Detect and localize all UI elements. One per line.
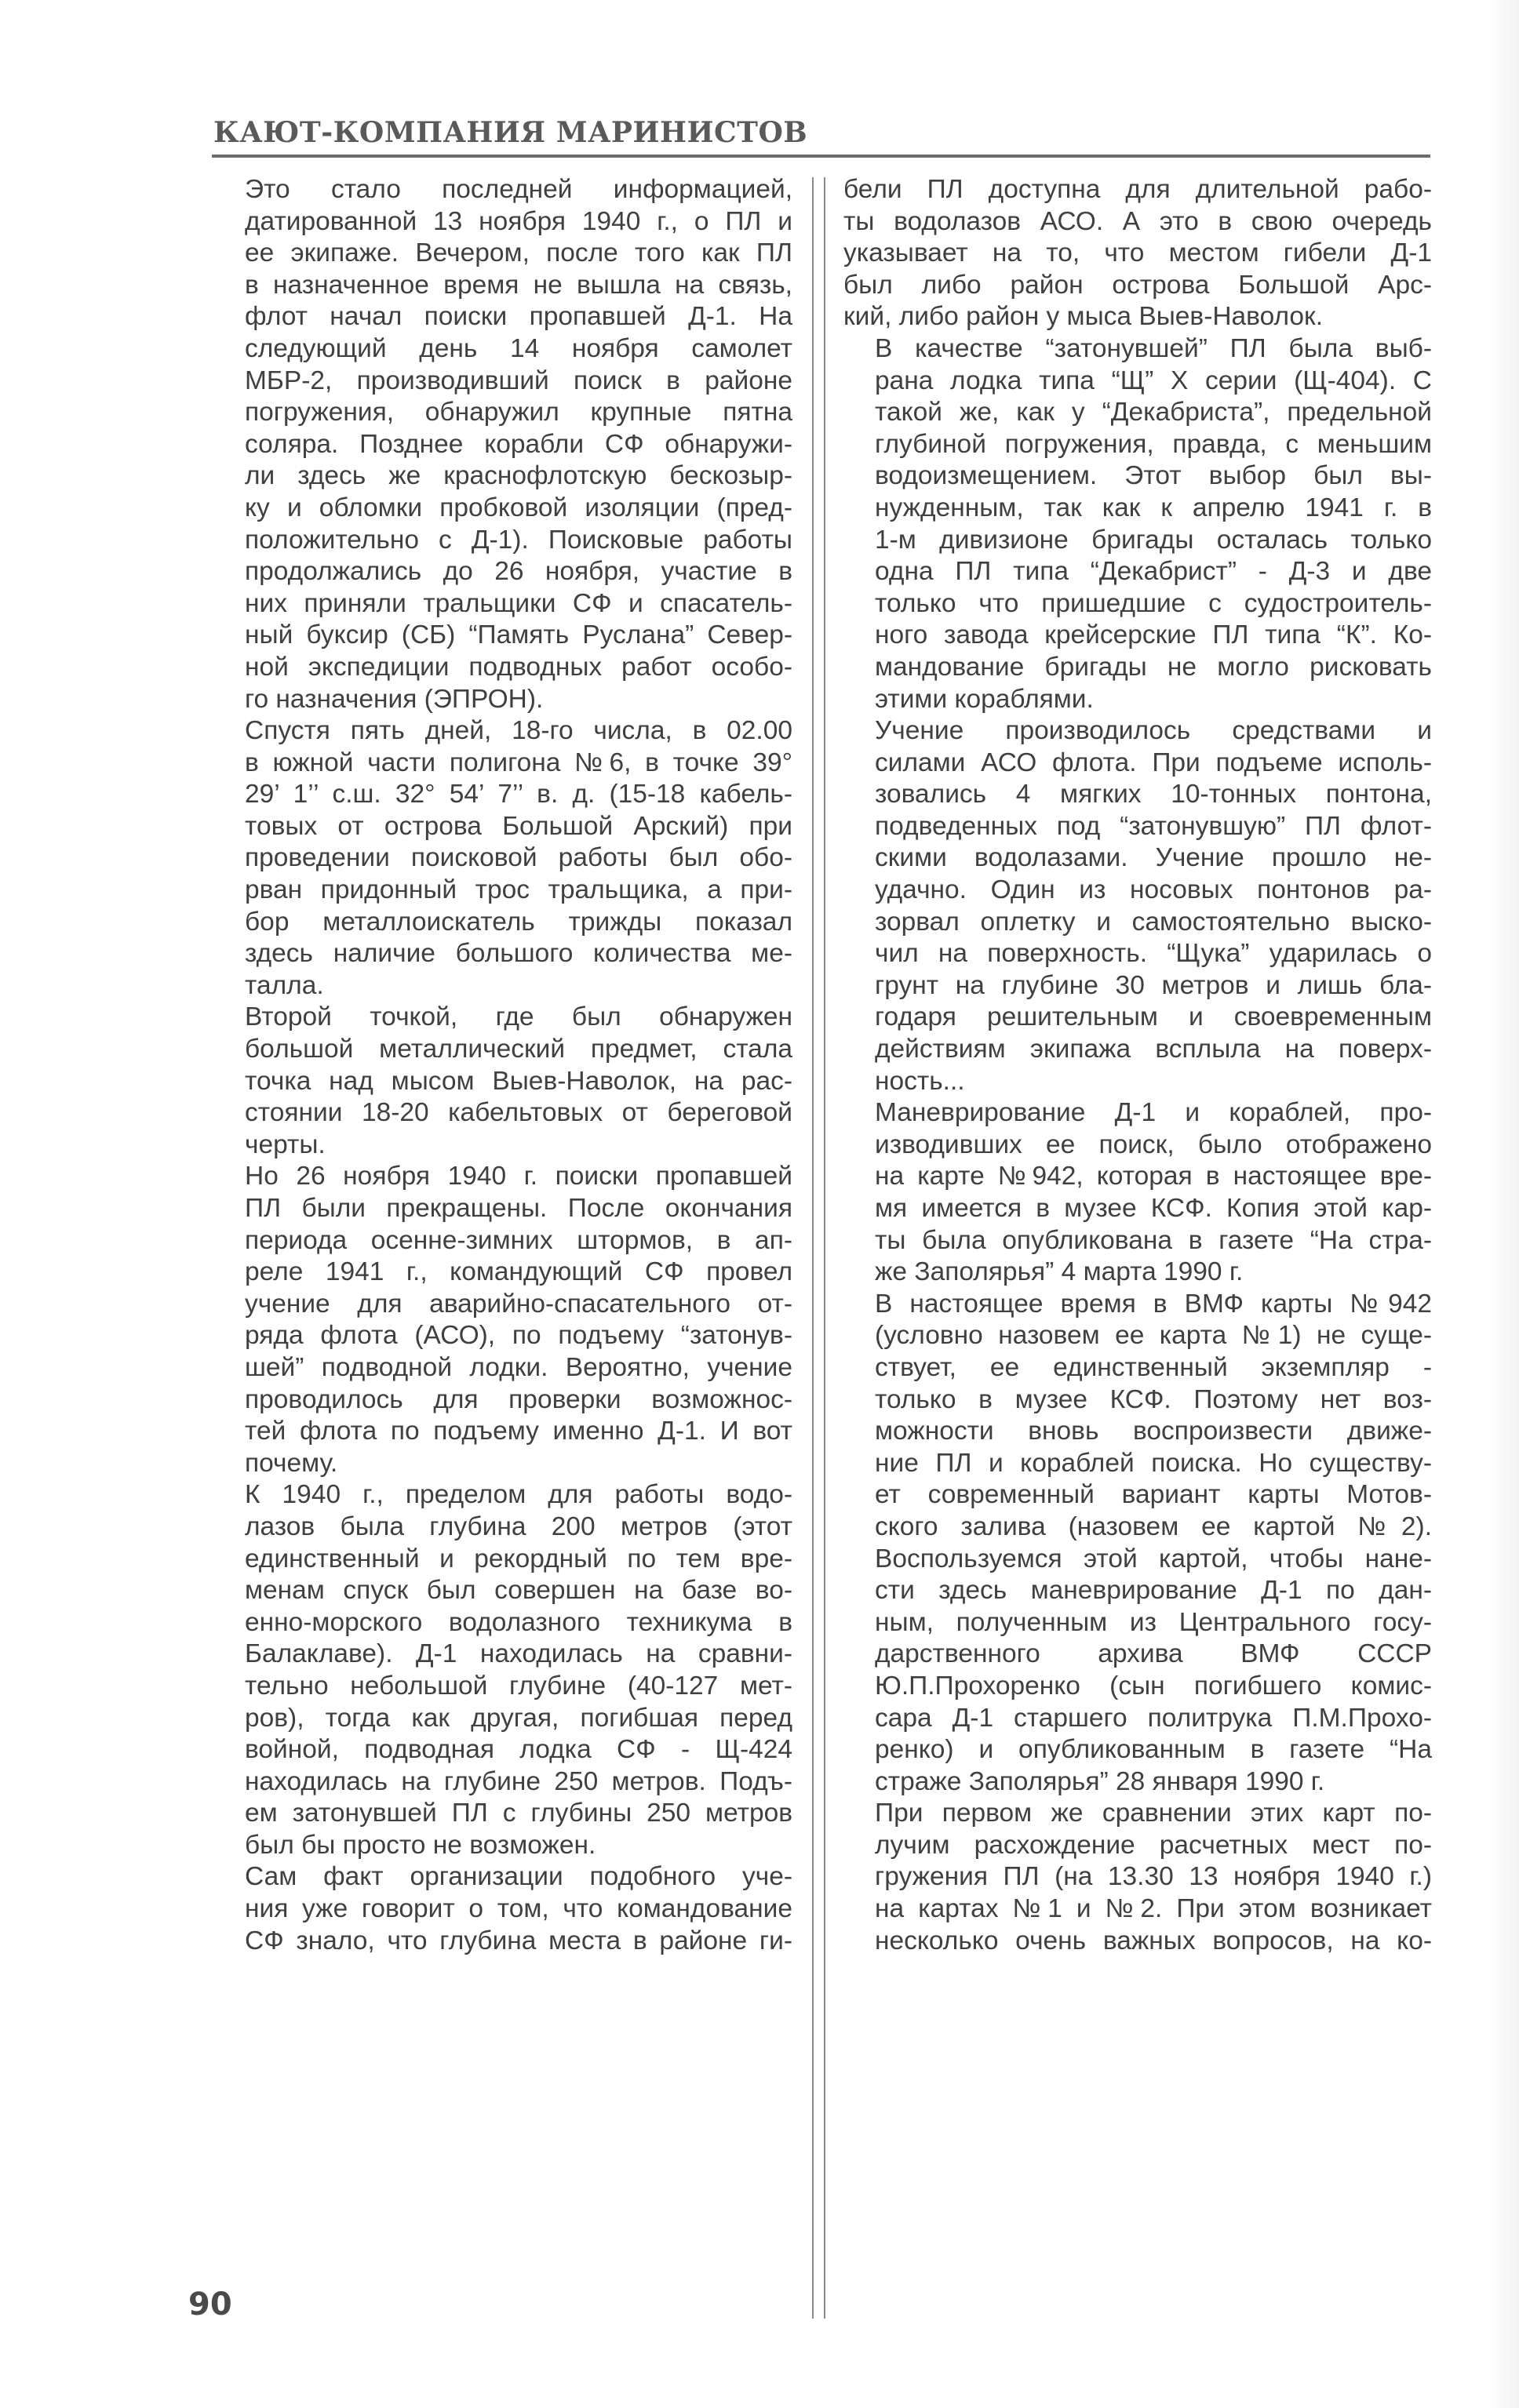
text-line: ее экипаже. Вечером, после того как ПЛ (245, 238, 792, 268)
text-line: талла. (245, 970, 324, 1000)
text-line: положительно с Д-1). Поисковые работы (245, 525, 792, 555)
text-line: рана лодка типа “Щ” X серии (Щ-404). С (875, 366, 1432, 395)
text-line: кий, либо район у мыса Выев-Наволок. (843, 302, 1324, 332)
text-line: товых от острова Большой Арский) при (245, 811, 792, 841)
text-line: можности вновь воспроизвести движе- (875, 1417, 1432, 1446)
text-line: ты была опубликована в газете “На стра- (875, 1225, 1432, 1255)
text-line: енно-морского водолазного техникума в (245, 1607, 792, 1637)
text-line: бор металлоискатель трижды показал (245, 907, 792, 937)
text-line: тей флота по подъему именно Д-1. И вот (245, 1417, 792, 1446)
text-line: (условно назовем ее карта №1) не суще- (875, 1321, 1432, 1351)
text-line: ный буксир (СБ) “Память Руслана” Север- (245, 620, 792, 650)
text-line: дарственного архива ВМФ СССР (875, 1639, 1432, 1669)
text-line: К 1940 г., пределом для работы водо- (245, 1480, 792, 1510)
paragraph (843, 715, 1432, 1097)
text-line: здесь наличие большого количества ме- (245, 939, 792, 969)
text-line: учение для аварийно-спасательного от- (245, 1289, 792, 1319)
paragraph (843, 1289, 1432, 1799)
text-line: грунт на глубине 30 метров и лишь бла- (875, 970, 1432, 1000)
text-line: Ю.П.Прохоренко (сын погибшего комис- (875, 1671, 1432, 1701)
text-line: ным, полученным из Центрального госу- (875, 1607, 1432, 1637)
text-line: ты водолазов АСО. А это в свою очередь (843, 206, 1432, 236)
text-line: лазов была глубина 200 метров (этот (245, 1511, 792, 1541)
paragraph (213, 174, 792, 715)
text-line: МБР-2, производивший поиск в районе (245, 366, 792, 395)
left-column (213, 174, 792, 1957)
text-line: При первом же сравнении этих карт по- (875, 1799, 1432, 1828)
text-line: скими водолазами. Учение прошло не- (875, 843, 1432, 873)
text-line: флот начал поиски пропавшей Д-1. На (245, 302, 792, 332)
text-line: лучим расхождение расчетных мест по- (875, 1830, 1432, 1860)
text-line: сара Д-1 старшего политрука П.М.Прохо- (875, 1703, 1432, 1733)
text-line: в южной части полигона №6, в точке 39° (245, 747, 792, 777)
paragraph (843, 333, 1432, 715)
text-line: ем затонувшей ПЛ с глубины 250 метров (245, 1799, 792, 1828)
text-line: страже Заполярья” 28 января 1990 г. (875, 1766, 1325, 1796)
text-line: ПЛ были прекращены. После окончания (245, 1194, 792, 1223)
text-line: датированной 13 ноября 1940 г., о ПЛ и (245, 206, 792, 236)
text-line: войной, подводная лодка СФ - Щ-424 (245, 1735, 792, 1765)
text-line: Сам факт организации подобного уче- (245, 1862, 792, 1892)
text-line: единственный и рекордный по тем вре- (245, 1544, 792, 1573)
text-line: точка над мысом Выев-Наволок, на рас- (245, 1066, 792, 1096)
text-line: сти здесь маневрирование Д-1 по дан- (875, 1576, 1432, 1606)
column-divider-left (812, 177, 814, 2319)
text-line: проведении поисковой работы был обо- (245, 843, 792, 873)
text-line: стоянии 18-20 кабельтовых от береговой (245, 1098, 792, 1128)
text-line: годаря решительным и своевременным (875, 1002, 1432, 1032)
page-number: 90 (188, 2286, 232, 2323)
text-line: действиям экипажа всплыла на поверх- (875, 1035, 1432, 1064)
text-line: В качестве “затонувшей” ПЛ была выб- (875, 333, 1432, 363)
text-line: ку и обломки пробковой изоляции (пред- (245, 493, 792, 522)
paragraph (843, 174, 1432, 333)
text-line: водоизмещением. Этот выбор был вы- (875, 461, 1432, 491)
text-line: ского залива (назовем ее картой №2). (875, 1511, 1432, 1541)
text-line: ров), тогда как другая, погибшая перед (245, 1703, 792, 1733)
text-line: изводивших ее поиск, было отображено (875, 1129, 1432, 1159)
text-line: проводилось для проверки возможнос- (245, 1384, 792, 1414)
paragraph (213, 1002, 792, 1161)
header-rule (212, 155, 1430, 158)
text-line: го назначения (ЭПРОН). (245, 684, 544, 714)
text-line: несколько очень важных вопросов, на ко- (875, 1926, 1432, 1955)
text-line: менам спуск был совершен на базе во- (245, 1576, 792, 1606)
text-line: Второй точкой, где был обнаружен (245, 1002, 792, 1032)
text-line: ние ПЛ и кораблей поиска. Но существу- (875, 1448, 1432, 1478)
paragraph (213, 1861, 792, 1957)
text-line: ет современный вариант карты Мотов- (875, 1480, 1432, 1510)
text-line: ли здесь же краснофлотскую бескозыр- (245, 461, 792, 491)
text-line: СФ знало, что глубина места в районе ги- (245, 1926, 792, 1955)
text-line: гружения ПЛ (на 13.30 13 ноября 1940 г.) (875, 1862, 1432, 1892)
paragraph (213, 715, 792, 1002)
paragraph (213, 1161, 792, 1479)
text-line: мандование бригады не могло рисковать (875, 652, 1432, 682)
text-line: тельно небольшой глубине (40-127 мет- (245, 1671, 792, 1701)
text-line: же Заполярья” 4 марта 1990 г. (875, 1257, 1244, 1287)
text-line: мя имеется в музее КСФ. Копия этой кар- (875, 1194, 1432, 1223)
text-line: чил на поверхность. “Щука” ударилась о (875, 939, 1432, 969)
text-line: шей” подводной лодки. Вероятно, учение (245, 1352, 792, 1382)
text-line: большой металлический предмет, стала (245, 1035, 792, 1064)
text-line: удачно. Один из носовых понтонов ра- (875, 875, 1432, 905)
text-line: В настоящее время в ВМФ карты №942 (875, 1289, 1432, 1319)
text-line: ния уже говорит о том, что командование (245, 1894, 792, 1924)
paragraph (213, 1479, 792, 1861)
text-line: такой же, как у “Декабриста”, предельной (875, 398, 1432, 427)
text-line: зорвал оплетку и самостоятельно выско- (875, 907, 1432, 937)
text-line: находилась на глубине 250 метров. Подъ- (245, 1766, 792, 1796)
text-line: Учение производилось средствами и (875, 716, 1432, 746)
text-line: только в музее КСФ. Поэтому нет воз- (875, 1384, 1432, 1414)
text-line: Маневрирование Д-1 и кораблей, про- (875, 1098, 1432, 1128)
text-line: нужденным, так как к апрелю 1941 г. в (875, 493, 1432, 522)
text-line: силами АСО флота. При подъеме исполь- (875, 747, 1432, 777)
text-line: 29’ 1’’ с.ш. 32° 54’ 7’’ в. д. (15-18 кабель- (245, 780, 792, 809)
text-line: Но 26 ноября 1940 г. поиски пропавшей (245, 1162, 792, 1191)
text-line: Это стало последней информацией, (245, 175, 792, 204)
text-line: был бы просто не возможен. (245, 1830, 596, 1860)
text-line: черты. (245, 1129, 326, 1159)
text-line: 1-м дивизионе бригады осталась только (875, 525, 1432, 555)
text-line: ного завода крейсерские ПЛ типа “К”. Ко- (875, 620, 1432, 650)
running-head: КАЮТ-КОМПАНИЯ МАРИНИСТОВ (213, 116, 808, 149)
text-line: следующий день 14 ноября самолет (245, 333, 792, 363)
text-line: ной экспедиции подводных работ особо- (245, 652, 792, 682)
text-line: этими кораблями. (875, 684, 1094, 714)
text-line: на картах №1 и №2. При этом возникает (875, 1894, 1432, 1924)
text-line: бели ПЛ доступна для длительной рабо- (843, 175, 1432, 204)
text-line: периода осенне-зимних штормов, в ап- (245, 1225, 792, 1255)
text-line: ность... (875, 1066, 965, 1096)
text-line: был либо район острова Большой Арс- (843, 270, 1432, 300)
text-line: одна ПЛ типа “Декабрист” - Д-3 и две (875, 557, 1432, 587)
text-line: почему. (245, 1448, 338, 1478)
text-line: ряда флота (АСО), по подъему “затонув- (245, 1321, 792, 1351)
text-line: подведенных под “затонувшую” ПЛ флот- (875, 811, 1432, 841)
text-line: в назначенное время не вышла на связь, (245, 270, 792, 300)
text-line: них приняли тральщики СФ и спасатель- (245, 588, 792, 618)
paragraph (843, 1798, 1432, 1957)
text-line: продолжались до 26 ноября, участие в (245, 557, 792, 587)
column-divider-right (824, 177, 825, 2319)
right-column (843, 174, 1432, 1957)
text-line: соляра. Позднее корабли СФ обнаружи- (245, 429, 792, 459)
text-line: Воспользуемся этой картой, чтобы нане- (875, 1544, 1432, 1573)
text-line: зовались 4 мягких 10-тонных понтона, (875, 780, 1432, 809)
text-line: ренко) и опубликованным в газете “На (875, 1735, 1432, 1765)
text-line: рван придонный трос тральщика, а при- (245, 875, 792, 905)
paragraph (843, 1097, 1432, 1289)
page-gutter-shadow (1488, 0, 1519, 2408)
text-line: реле 1941 г., командующий СФ провел (245, 1257, 792, 1287)
text-line: указывает на то, что местом гибели Д-1 (843, 238, 1432, 268)
text-line: Балаклаве). Д-1 находилась на сравни- (245, 1639, 792, 1669)
text-line: на карте №942, которая в настоящее вре- (875, 1162, 1432, 1191)
text-line: Спустя пять дней, 18-го числа, в 02.00 (245, 716, 792, 746)
text-line: только что пришедшие с судостроитель- (875, 588, 1432, 618)
text-line: погружения, обнаружил крупные пятна (245, 398, 792, 427)
text-line: глубиной погружения, правда, с меньшим (875, 429, 1432, 459)
text-line: ствует, ее единственный экземпляр - (875, 1352, 1432, 1382)
